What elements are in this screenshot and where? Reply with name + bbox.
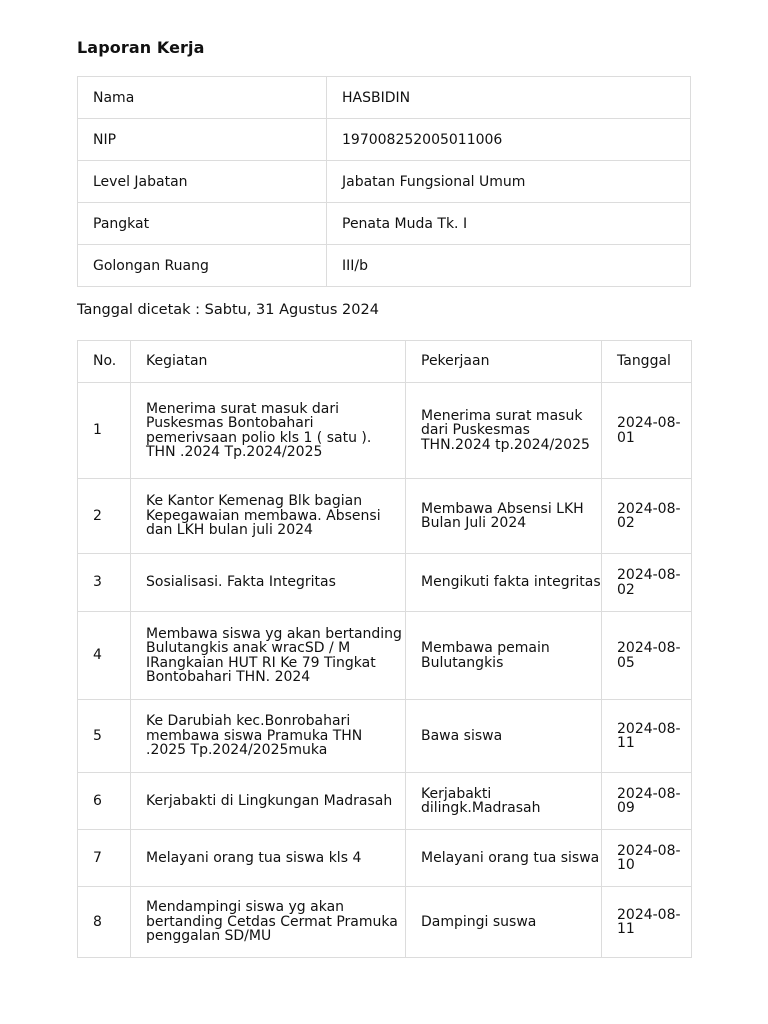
info-value: 197008252005011006 [327, 119, 691, 161]
header-kegiatan: Kegiatan [131, 341, 406, 383]
table-header-row [78, 341, 692, 383]
cell-pekerjaan: Melayani orang tua siswa [406, 830, 602, 887]
cell-tanggal: 2024-08-11 [602, 887, 692, 958]
cell-no: 7 [78, 830, 131, 887]
cell-pekerjaan: Bawa siswa [406, 700, 602, 773]
info-row [78, 245, 691, 287]
cell-kegiatan: Ke Kantor Kemenag Blk bagian Kepegawaian membawa. Absensi dan LKH bulan juli 2024 [131, 479, 406, 554]
cell-tanggal: 2024-08-10 [602, 830, 692, 887]
table-row [78, 554, 692, 612]
cell-tanggal: 2024-08-11 [602, 700, 692, 773]
cell-kegiatan: Membawa siswa yg akan bertanding Bulutangkis anak wracSD / M IRangkaian HUT RI Ke 79 Tingkat Bontobahari THN. 2024 [131, 612, 406, 700]
info-label: Golongan Ruang [78, 245, 327, 287]
table-row [78, 612, 692, 700]
info-row [78, 119, 691, 161]
work-report-table [77, 340, 692, 958]
cell-kegiatan: Kerjabakti di Lingkungan Madrasah [131, 773, 406, 830]
info-row [78, 77, 691, 119]
cell-tanggal: 2024-08-01 [602, 383, 692, 479]
cell-pekerjaan: Menerima surat masuk dari Puskesmas THN.2024 tp.2024/2025 [406, 383, 602, 479]
cell-pekerjaan: Dampingi suswa [406, 887, 602, 958]
header-no: No. [78, 341, 131, 383]
info-label: Nama [78, 77, 327, 119]
cell-kegiatan: Ke Darubiah kec.Bonrobahari membawa siswa Pramuka THN .2025 Tp.2024/2025muka [131, 700, 406, 773]
info-value: III/b [327, 245, 691, 287]
cell-no: 4 [78, 612, 131, 700]
cell-pekerjaan: Membawa pemain Bulutangkis [406, 612, 602, 700]
info-value: Penata Muda Tk. I [327, 203, 691, 245]
cell-kegiatan: Sosialisasi. Fakta Integritas [131, 554, 406, 612]
info-label: Pangkat [78, 203, 327, 245]
cell-pekerjaan: Membawa Absensi LKH Bulan Juli 2024 [406, 479, 602, 554]
cell-kegiatan: Mendampingi siswa yg akan bertanding Cetdas Cermat Pramuka penggalan SD/MU [131, 887, 406, 958]
printed-date: Tanggal dicetak : Sabtu, 31 Agustus 2024 [77, 302, 379, 318]
table-row [78, 773, 692, 830]
cell-no: 2 [78, 479, 131, 554]
info-label: NIP [78, 119, 327, 161]
cell-tanggal: 2024-08-09 [602, 773, 692, 830]
cell-no: 5 [78, 700, 131, 773]
cell-kegiatan: Menerima surat masuk dari Puskesmas Bontobahari pemerivsaan polio kls 1 ( satu ). THN .2024 Tp.2024/2025 [131, 383, 406, 479]
cell-kegiatan: Melayani orang tua siswa kls 4 [131, 830, 406, 887]
info-value: Jabatan Fungsional Umum [327, 161, 691, 203]
employee-info-table [77, 76, 691, 287]
cell-tanggal: 2024-08-05 [602, 612, 692, 700]
cell-pekerjaan: Kerjabakti dilingk.Madrasah [406, 773, 602, 830]
cell-tanggal: 2024-08-02 [602, 479, 692, 554]
table-row [78, 887, 692, 958]
table-row [78, 383, 692, 479]
cell-no: 3 [78, 554, 131, 612]
table-row [78, 830, 692, 887]
cell-pekerjaan: Mengikuti fakta integritas [406, 554, 602, 612]
header-tanggal: Tanggal [602, 341, 692, 383]
table-row [78, 700, 692, 773]
header-pekerjaan: Pekerjaan [406, 341, 602, 383]
info-value: HASBIDIN [327, 77, 691, 119]
info-row [78, 203, 691, 245]
info-row [78, 161, 691, 203]
cell-no: 6 [78, 773, 131, 830]
table-row [78, 479, 692, 554]
cell-no: 8 [78, 887, 131, 958]
page-title: Laporan Kerja [77, 38, 205, 57]
cell-tanggal: 2024-08-02 [602, 554, 692, 612]
cell-no: 1 [78, 383, 131, 479]
info-label: Level Jabatan [78, 161, 327, 203]
